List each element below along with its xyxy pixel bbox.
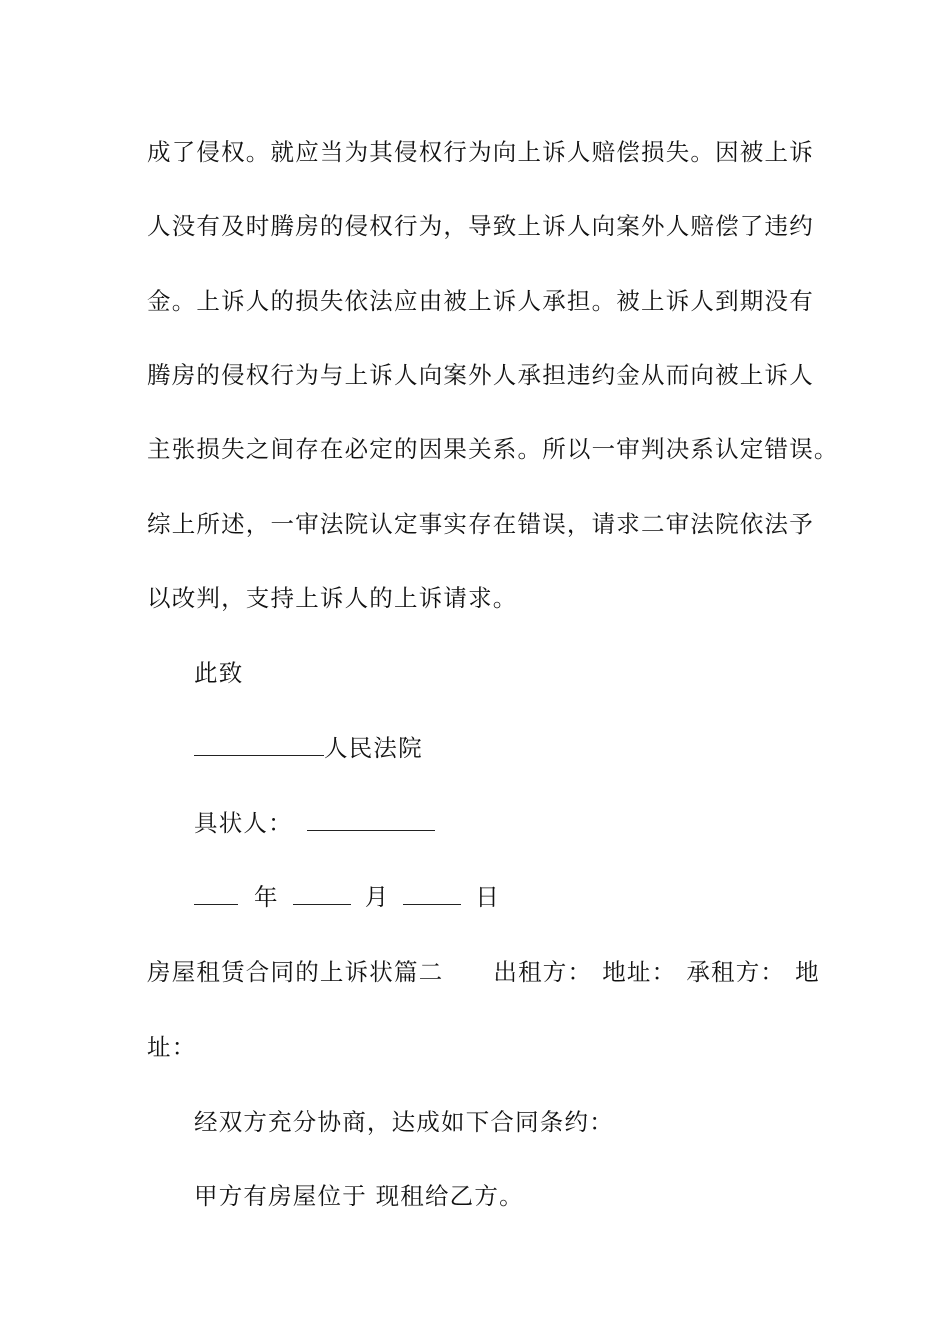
signer-label: 具状人： [194,809,293,837]
signer-line [194,808,435,838]
body-line-6: 综上所述，一审法院认定事实存在错误，请求二审法院依法予 [147,510,814,538]
address-label-2a: 地 [795,958,820,986]
body-line-3: 金。上诉人的损失依法应由被上诉人承担。被上诉人到期没有 [147,287,814,315]
body-line-2: 人没有及时腾房的侵权行为，导致上诉人向案外人赔偿了违约 [147,212,814,240]
day-label: 日 [475,883,501,911]
lessor-label: 出租方： [493,958,593,986]
signer-blank[interactable] [307,808,435,831]
year-label: 年 [254,883,279,911]
date-line [194,882,500,912]
court-line [194,733,423,763]
salutation: 此致 [194,659,244,687]
month-blank[interactable] [293,882,351,905]
court-name-blank[interactable] [194,733,324,756]
lessee-label: 承租方： [686,958,786,986]
body-line-5: 主张损失之间存在必定的因果关系。所以一审判决系认定错误。 [147,435,839,463]
address-label-2b: 址： [147,1033,197,1061]
section2-title-line [147,957,820,987]
address-label-1: 地址： [602,958,677,986]
section2-title: 房屋租赁合同的上诉状篇二 [147,958,444,986]
month-label: 月 [364,883,390,911]
body-line-4: 腾房的侵权行为与上诉人向案外人承担违约金从而向被上诉人 [147,361,814,389]
body-line-7: 以改判，支持上诉人的上诉请求。 [147,584,518,612]
day-blank[interactable] [403,882,461,905]
section2-line-2: 甲方有房屋位于 现租给乙方。 [194,1182,524,1210]
section2-line-1: 经双方充分协商，达成如下合同条约： [194,1108,614,1136]
court-suffix: 人民法院 [324,734,423,762]
body-line-1: 成了侵权。就应当为其侵权行为向上诉人赔偿损失。因被上诉 [147,138,814,166]
year-blank[interactable] [194,882,238,905]
